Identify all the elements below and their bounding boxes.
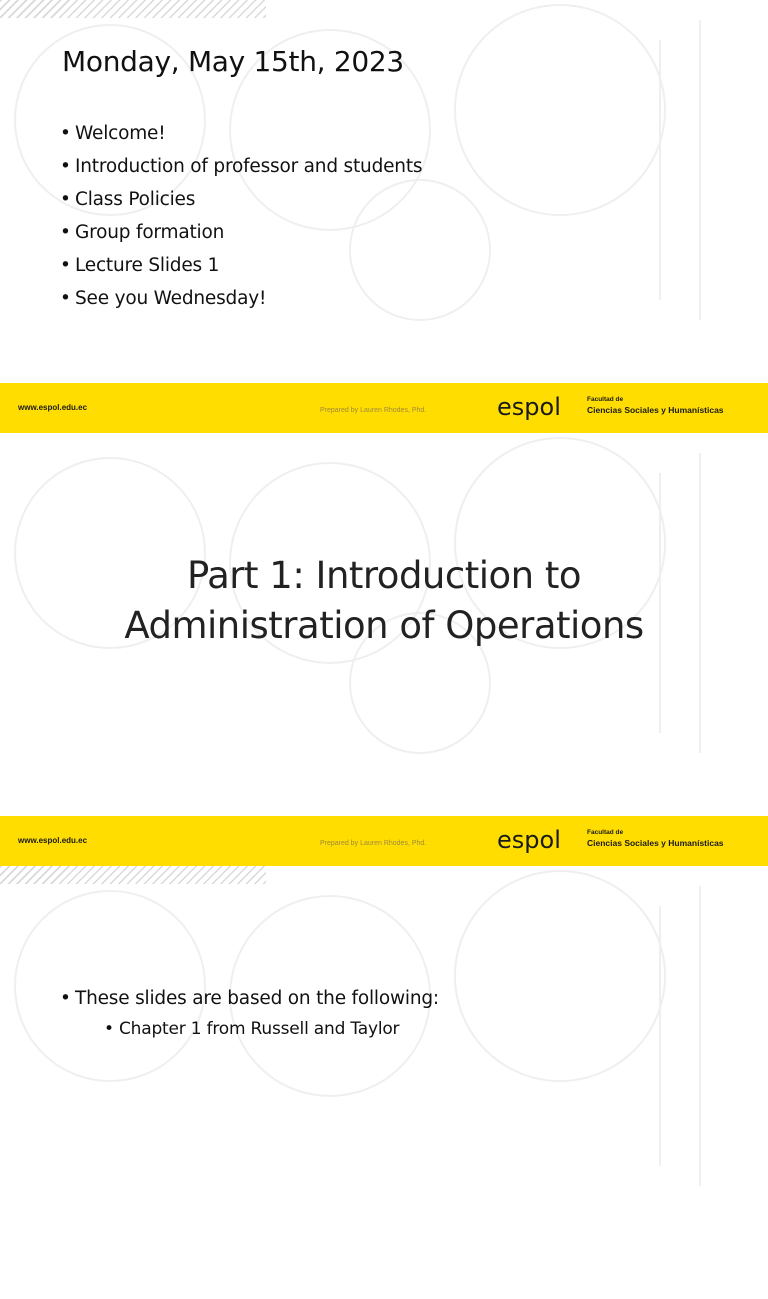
list-item: • Chapter 1 from Russell and Taylor bbox=[60, 1014, 439, 1044]
part-title: Part 1: Introduction to Administration of Operations bbox=[124, 554, 644, 647]
footer-url[interactable]: www.espol.edu.ec bbox=[18, 836, 88, 845]
slide-1 bbox=[0, 0, 768, 433]
footer-prepared-by: Prepared by Lauren Rhodes, Phd. bbox=[320, 840, 427, 847]
espol-logo bbox=[497, 393, 575, 423]
list-item: • See you Wednesday! bbox=[60, 282, 422, 315]
espol-logo bbox=[497, 826, 575, 856]
list-item: • Lecture Slides 1 bbox=[60, 249, 422, 282]
slide-footer bbox=[0, 383, 768, 433]
svg-text:espol: espol bbox=[497, 393, 561, 421]
footer-faculty: Facultad de Ciencias Sociales y Humanísticas bbox=[587, 396, 724, 415]
footer-prepared-by: Prepared by Lauren Rhodes, Phd. bbox=[320, 407, 427, 414]
slide-footer bbox=[0, 816, 768, 866]
footer-faculty: Facultad de Ciencias Sociales y Humanísticas bbox=[587, 829, 724, 848]
list-item: • Group formation bbox=[60, 216, 422, 249]
bullet-list bbox=[60, 984, 439, 1044]
slide-title: Monday, May 15th, 2023 bbox=[62, 45, 404, 78]
footer-url[interactable]: www.espol.edu.ec bbox=[18, 403, 88, 412]
bullet-list bbox=[60, 117, 422, 315]
espol-watermark bbox=[0, 866, 768, 1299]
list-item: • These slides are based on the following: bbox=[60, 984, 439, 1014]
list-item: • Class Policies bbox=[60, 183, 422, 216]
list-item: • Introduction of professor and students bbox=[60, 150, 422, 183]
list-item: • Welcome! bbox=[60, 117, 422, 150]
slide-3 bbox=[0, 866, 768, 1039]
slide-2 bbox=[0, 433, 768, 866]
svg-text:espol: espol bbox=[497, 826, 561, 854]
